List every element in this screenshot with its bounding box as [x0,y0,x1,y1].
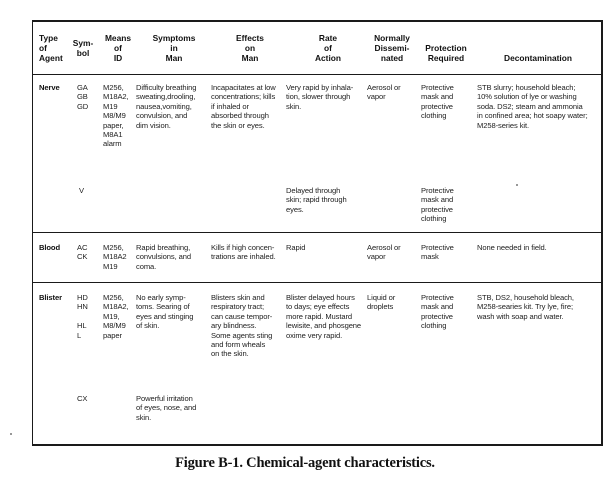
nerve-dissemination: Aerosol or vapor [367,83,401,102]
header-effects-on-man: Effects on Man [236,33,264,63]
nerve-blood-divider [32,232,602,233]
blood-effects: Kills if high concen- trations are inhaled. [211,243,276,262]
nerve-v-protection: Protective mask and protective clothing [421,186,454,224]
blood-blister-divider [32,282,602,283]
nerve-protection: Protective mask and protective clothing [421,83,454,121]
scan-speck [10,433,12,435]
nerve-v-symbol: V [79,186,84,195]
header-decontamination: Decontamination [504,53,572,63]
blood-decontamination: None needed in field. [477,243,547,252]
header-symptoms-in-man: Symptoms in Man [152,33,196,63]
blister-symptoms: No early symp- toms. Searing of eyes and stinging of skin. [136,293,194,331]
nerve-rate: Very rapid by inhala- tion, slower through skin. [286,83,354,111]
blister-cx-symptoms: Powerful irritation of eyes, nose, and skin. [136,394,197,422]
chemical-agent-table [30,20,605,446]
blister-means-of-id: M256, M18A2, M19, M8/M9 paper [103,293,129,340]
blister-symbols: HD HN HL L [77,293,88,340]
header-symbol: Sym- bol [72,38,94,58]
nerve-symbols: GA GB GD [77,83,89,111]
nerve-v-rate: Delayed through skin; rapid through eyes. [286,186,347,214]
nerve-decontamination: STB slurry; household bleach; 10% solution of lye or washing soda. DS2; steam and ammonia in confined area; hot soapy water; M258-series kit. [477,83,588,130]
scan-speck [516,184,518,186]
blister-type: Blister [39,293,62,302]
header-divider [32,74,602,75]
blood-rate: Rapid [286,243,306,252]
blister-decontamination: STB, DS2, household bleach, M258-searies kit. Try lye, fire; wash with soap and water. [477,293,574,321]
blister-dissemination: Liquid or droplets [367,293,396,312]
nerve-means-of-id: M256, M18A2, M19 M8/M9 paper, M8A1 alarm [103,83,129,149]
table-bottom-border [32,444,602,446]
header-normally-disseminated: Normally Dissemi- nated [374,33,410,63]
nerve-type: Nerve [39,83,60,92]
blood-means-of-id: M256, M18A2 M19 [103,243,127,271]
table-top-border [32,20,602,22]
blood-type: Blood [39,243,61,252]
blood-symbols: AC CK [77,243,88,262]
figure-caption: Figure B-1. Chemical-agent characteristics. [175,455,435,471]
blood-symptoms: Rapid breathing, convulsions, and coma. [136,243,191,271]
header-means-of-id: Means of ID [104,33,132,63]
header-type-of-agent: Type of Agent [39,33,63,63]
blood-dissemination: Aerosol or vapor [367,243,401,262]
blister-effects: Blisters skin and respiratory tract; can cause tempor- ary blindness. Some agents sting and form wheals on the skin. [211,293,273,359]
header-rate-of-action: Rate of Action [314,33,342,63]
blister-cx-symbol: CX [77,394,88,403]
blood-protection: Protective mask [421,243,454,262]
blister-rate: Blister delayed hours to days; eye effects more rapid. Mustard lewisite, and phosgene oxime very rapid. [286,293,362,340]
header-protection-required: Protection Required [425,43,467,63]
nerve-effects: Incapacitates at low concentrations; kills if inhaled or absorbed through the skin or eyes. [211,83,276,130]
blister-protection: Protective mask and protective clothing [421,293,454,331]
nerve-symptoms: Difficulty breathing sweating,drooling, nausea,vomiting, convulsion, and dim vision. [136,83,197,130]
